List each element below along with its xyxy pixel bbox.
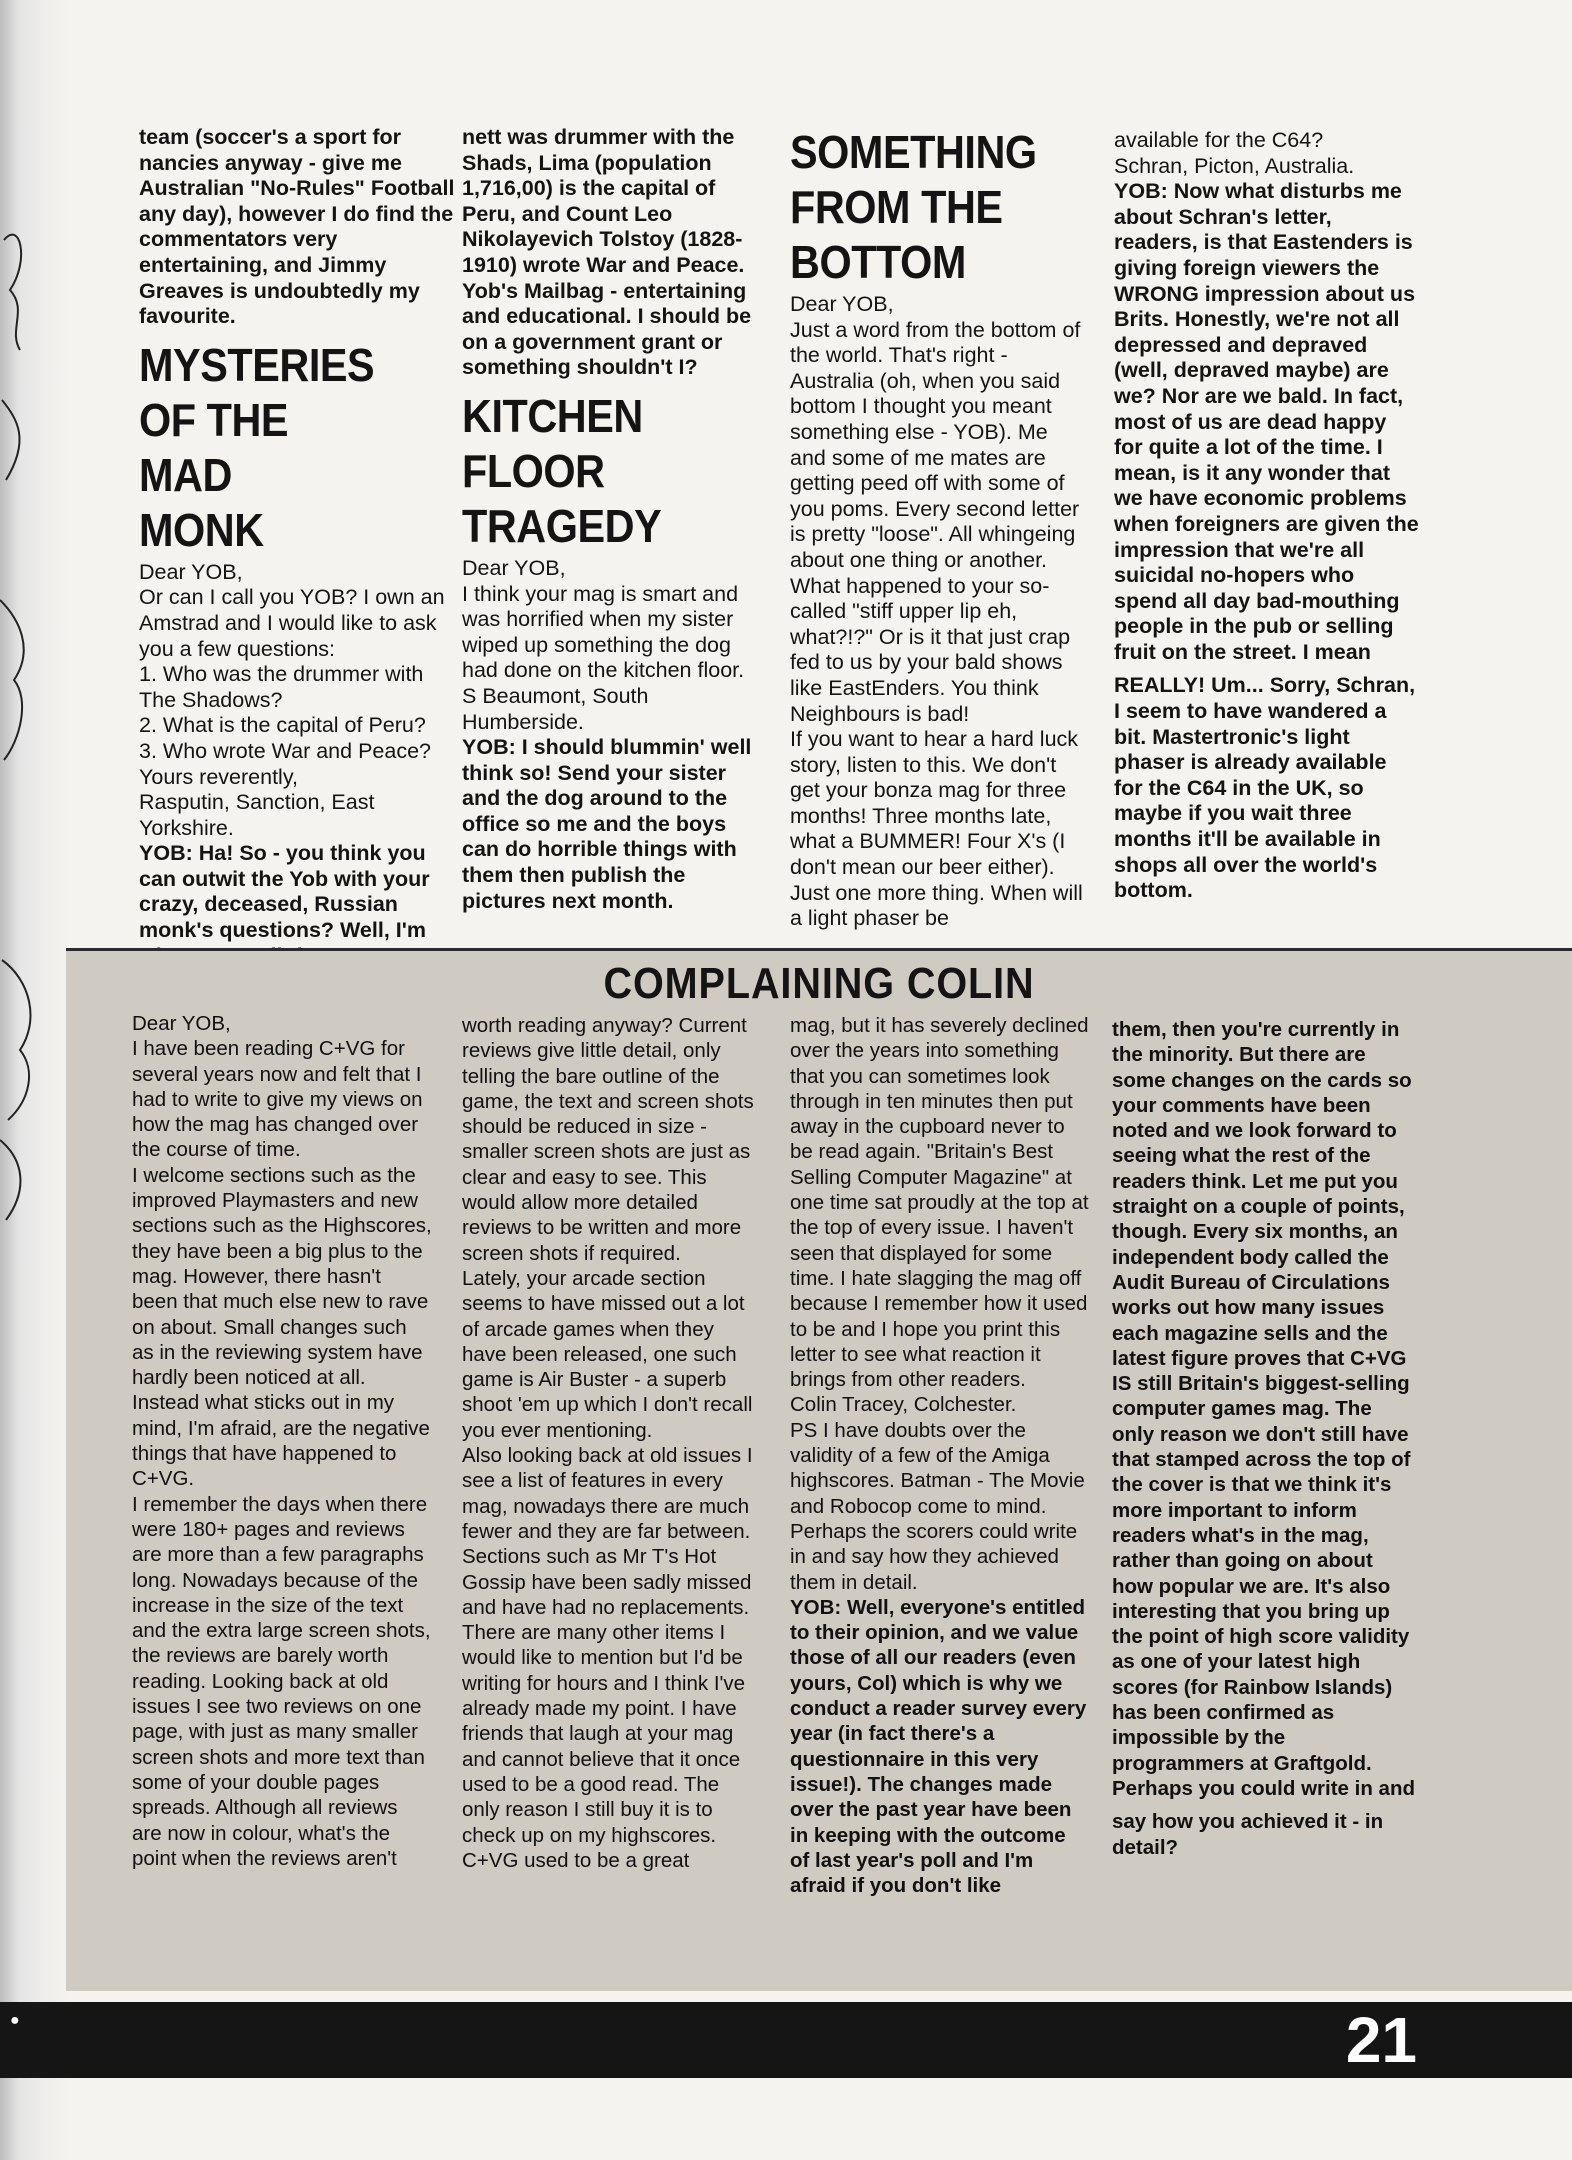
panel-column-2 [462, 1013, 762, 1873]
panel-column-4 [1112, 1017, 1418, 1860]
panel-title: COMPLAINING COLIN [603, 959, 1035, 1008]
letter-paragraph: mag, but it has severely declined over the years into something that you can sometimes look through in ten minutes then put away in the cupboard never to be read again. "Britain's Best Selling Computer Magazine" at one time sat proudly at the top at the top of every issue. I haven't seen that displayed for some time. I hate slagging the mag off because I remember how it used to be and I hope you print this letter to see what reaction it brings from other readers. [790, 1014, 1089, 1392]
column-3 [790, 125, 1086, 932]
panel-column-3 [790, 1013, 1090, 1898]
letter-paragraph: C+VG used to be a great [462, 1848, 690, 1872]
margin-doodle [0, 180, 46, 1280]
letter-paragraph: Colin Tracey, Colchester. [790, 1393, 1017, 1417]
letter-paragraph: PS I have doubts over the validity of a few of the Amiga highscores. Batman - The Movie and Robocop come to mind. Perhaps the scorers could write in and say how they achieved them in detail. [790, 1418, 1085, 1594]
yob-reply-continued: nett was drummer with the Shads, Lima (population 1,716,00) is the capital of Peru, and Count Leo Nikolayevich Tolstoy (1828-1910) wrote War and Peace. Yob's Mailbag - entertaining and educational. I should be on a government grant or something shouldn't I? [462, 125, 752, 380]
yob-reply-end: say how you achieved it - in detail? [1112, 1810, 1384, 1859]
yob-reply: YOB: Well, everyone's entitled to their opinion, and we value those of all our readers (even yours, Col) which is why we conduct a reader survey every year (in fact there's a questionnaire in this very issue!). The changes made over the past year have been in keeping with the outcome of last year's poll and I'm afraid if you don't like [790, 1595, 1087, 1898]
column-4 [1114, 128, 1420, 904]
letter-line: Dear YOB, [462, 555, 566, 580]
letter-line: S Beaumont, South Humberside. [462, 683, 649, 734]
column-1 [139, 125, 457, 995]
letter-line: Just a word from the bottom of the world. That's right - Australia (oh, when you said bottom I thought you meant something else - YOB). Me and some of me mates are getting peed off with some of you poms. Every second letter is pretty "loose". All whingeing about one thing or another. What happened to your so-called "stiff upper lip eh, what?!?" Or is it that just crap fed to us by your bald shows like EastEnders. You think Neighbours is bad! [790, 317, 1081, 726]
footer-bar [0, 2002, 1572, 2078]
yob-reply: YOB: Ha! So - you think you can outwit the Yob with your crazy, deceased, Russian monk's questions? Well, I'm [139, 841, 430, 943]
letter-paragraph: I have been reading C+VG for several years now and felt that I had to write to give my views on how the mag has changed over the course of time. [132, 1037, 423, 1162]
heading-mysteries-of-the-mad-monk: MYSTERIES OF THE MAD MONK [139, 338, 375, 556]
letter-line: 3. Who wrote War and Peace? [139, 738, 431, 763]
letter-line: available for the C64? [1114, 128, 1324, 152]
letter-paragraph: Dear YOB, [132, 1012, 231, 1035]
letter-line: 2. What is the capital of Peru? [139, 713, 426, 738]
heading-something-from-the-bottom: SOMETHING FROM THE BOTTOM [790, 126, 1037, 288]
column-2 [462, 125, 764, 914]
letter-paragraph: worth reading anyway? Current reviews give little detail, only telling the bare outline of the game, the text and screen shots should be reduced in size - smaller screen shots are just as clear and easy to see. This would allow more detailed reviews to be written and more screen shots if required. [462, 1014, 754, 1265]
letter-line: Dear YOB, [790, 292, 894, 316]
letter-line: Dear YOB, [139, 559, 243, 584]
complaining-colin-panel [66, 948, 1572, 1991]
letter-paragraph: Lately, your arcade section seems to have missed out a lot of arcade games when they have been released, one such game is Air Buster - a superb shoot 'em up which I don't recall you ever mentioning. [462, 1266, 753, 1442]
letter-line: Yours reverently, [139, 764, 298, 789]
footer-marker: ● [10, 2012, 20, 2029]
letter-paragraph: I welcome sections such as the improved Playmasters and new sections such as the Highscores, they have been a big plus to the mag. However, there hasn't been that much else new to rave on about. Small changes such as in the reviewing system have hardly been noticed at all. Instead what sticks out in my mind, I'm afraid, are the negative things that have happened to C+VG. [132, 1163, 432, 1491]
page-number: 21 [1345, 2004, 1417, 2076]
letter-line: 1. Who was the drummer with The Shadows? [139, 662, 424, 712]
letter-paragraph: Also looking back at old issues I see a list of features in every mag, nowadays there are much fewer and they are far between. Sections such as Mr T's Hot Gossip have been sadly missed and have had no replacements. There are many other items I would like to mention but I'd be writing for hours and I think I've already made my point. I have friends that laugh at your mag and cannot believe that it once used to be a good read. The only reason I still buy it is to check up on my highscores. [462, 1444, 753, 1847]
letter-line: Schran, Picton, Australia. [1114, 153, 1355, 178]
yob-reply: YOB: Now what disturbs me about Schran's letter, readers, is that Eastenders is giving foreign viewers the WRONG impression about us Brits. Honestly, we're not all depressed and depraved (well, depraved maybe) are we? Nor are we bald. In fact, most of us are dead happy for quite a lot of the time. I mean, is it any wonder that we have economic problems when foreigners are given the impression that we're all suicidal no-hopers who spend all day bad-mouthing people in the pub or selling fruit on the street. I mean [1114, 179, 1419, 664]
yob-reply: YOB: I should blummin' well think so! Send your sister and the dog around to the office so me and the boys can do horrible things with them then publish the pictures next month. [462, 735, 752, 913]
yob-reply-continued: them, then you're currently in the minority. But there are some changes on the cards so your comments have been noted and we look forward to seeing what the rest of the readers think. Let me put you straight on a couple of points, though. Every six months, an independent body called the Audit Bureau of Circulations works out how many issues each magazine sells and the latest figure proves that C+VG IS still Britain's biggest-selling computer games mag. The only reason we don't still have that stamped across the top of the cover is that we think it's more important to inform readers what's in the mag, rather than going on about how popular we are. It's also interesting that you bring up the point of high score validity as one of your latest high scores (for Rainbow Islands) has been confirmed as impossible by the programmers at Graftgold. Perhaps you could write in and [1112, 1018, 1415, 1800]
heading-kitchen-floor-tragedy: KITCHEN FLOOR TRAGEDY [462, 389, 662, 552]
panel-column-1 [132, 1011, 432, 1871]
letter-line: If you want to hear a hard luck story, listen to this. We don't get your bonza mag for three months! Three months late, what a BUMMER! Four X's (I don't mean our beer either). Just one more thing. When will a light phaser be [790, 727, 1083, 931]
yob-reply-continued: REALLY! Um... Sorry, Schran, I seem to have wandered a bit. Mastertronic's light phaser is already available for the C64 in the UK, so maybe if you wait three months it'll be available in shops all over the world's bottom. [1114, 673, 1416, 903]
letter-paragraph: I remember the days when there were 180+ pages and reviews are more than a few paragraphs long. Nowadays because of the increase in the size of the text and the extra large screen shots, the reviews are barely worth reading. Looking back at old issues I see two reviews on one page, with just as many smaller screen shots and more text than some of your double pages spreads. Although all reviews are now in colour, what's the point when the reviews aren't [132, 1492, 431, 1870]
column-1-intro: team (soccer's a sport for nancies anyway - give me Australian "No-Rules" Football any day), however I do find the commentators very entertaining, and Jimmy Greaves is undoubtedly my favourite. [139, 125, 455, 329]
letter-line: Rasputin, Sanction, East Yorkshire. [139, 790, 375, 840]
letter-line: Or can I call you YOB? I own an Amstrad and I would like to ask you a few questions: [139, 585, 445, 661]
letter-line: I think your mag is smart and was horrified when my sister wiped up something the dog had done on the kitchen floor. [462, 581, 745, 683]
